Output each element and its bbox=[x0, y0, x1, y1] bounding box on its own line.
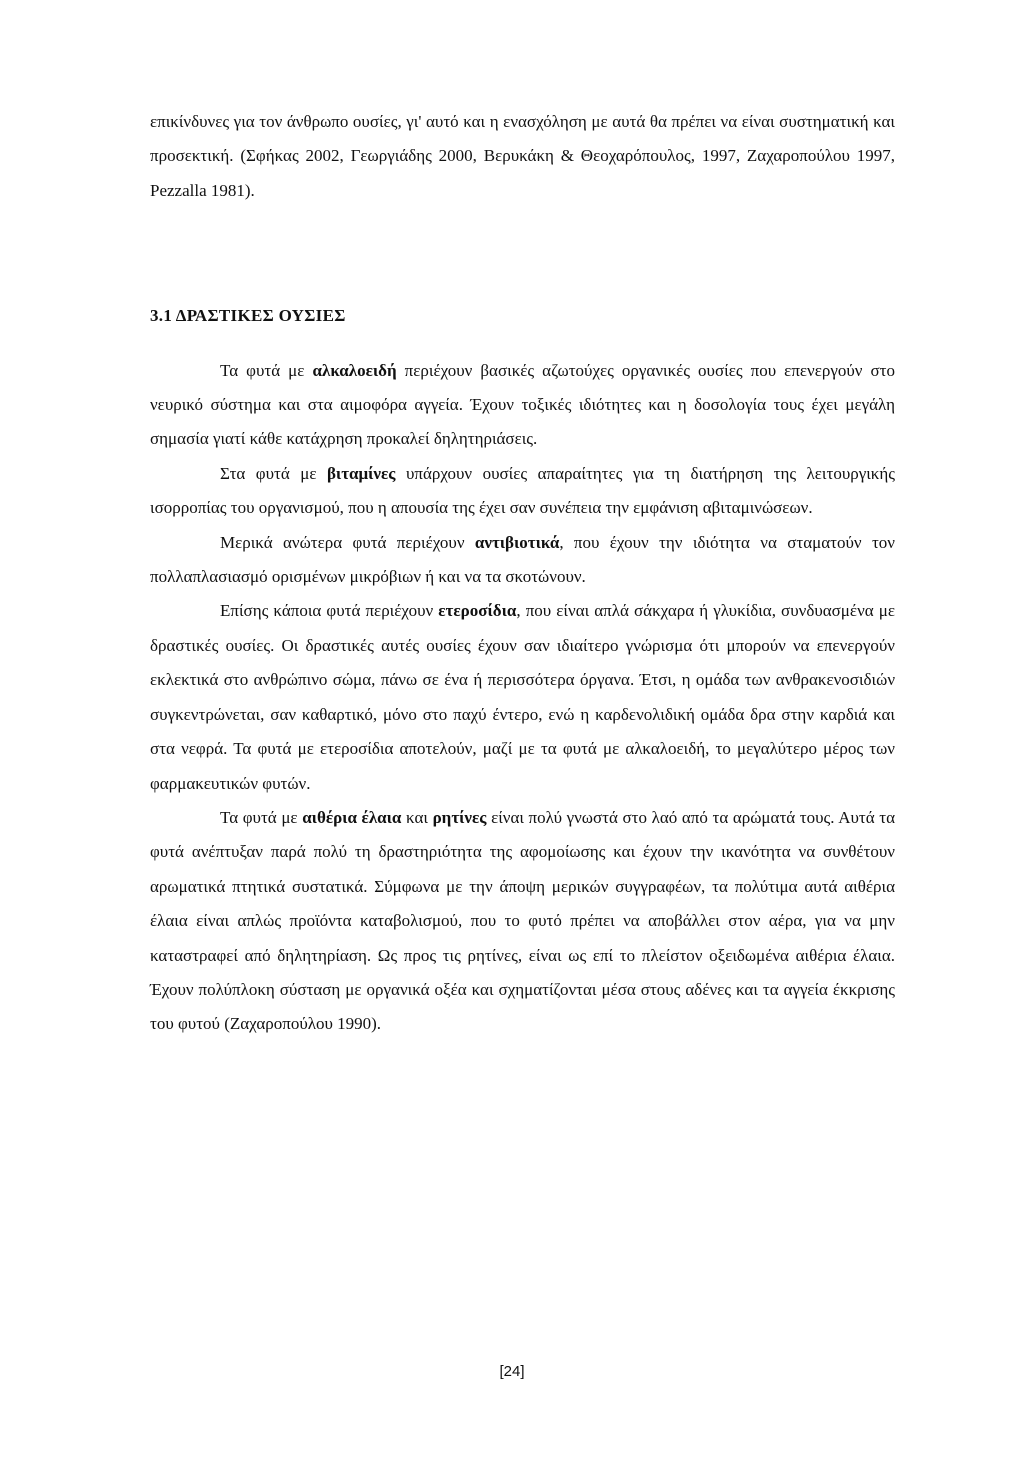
paragraph-alkaloids bbox=[150, 354, 895, 457]
text-run: περιέχουν βασικές αζωτούχες οργανικές ουσίες που επενεργούν στο νευρικό σύστημα και στα αιμοφόρα αγγεία. Έχουν τοξικές ιδιότητες και η δοσολογία τους έχει μεγάλη σημασία γιατί κάθε κατάχρηση προκαλεί δηλητηριάσεις. bbox=[150, 360, 896, 449]
paragraph-essential-oils bbox=[150, 801, 895, 1042]
bold-term: αντιβιοτικά bbox=[474, 532, 560, 552]
text-run: , που είναι απλά σάκχαρα ή γλυκίδια, συνδυασμένα με δραστικές ουσίες. Οι δραστικές αυτές ουσίες έχουν σαν ιδιαίτερο γνώρισμα ότι μπορούν να επενεργούν εκλεκτικά στο ανθρώπινο σώμα, πάνω σε ένα ή περισσότερα όργανα. Έτσι, η ομάδα των ανθρακενοσιδιών συγκεντρώνεται, σαν καθαρτικό, μόνο στο παχύ έντερο, ενώ η καρδενολιδική ομάδα δρα στην καρδιά και στα νεφρά. Τα φυτά με ετεροσίδια αποτελούν, μαζί με τα φυτά με αλκαλοειδή, το μεγαλύτερο μέρος των φαρμακευτικών φυτών. bbox=[150, 601, 896, 793]
text-run: είναι πολύ γνωστά στο λαό από τα αρώματά τους. Αυτά τα φυτά ανέπτυξαν παρά πολύ τη δραστηριότητα της αφομοίωσης και έχουν την ικανότητα να συνθέτουν αρωματικά πτητικά συστατικά. Σύμφωνα με την άποψη μερικών συγγραφέων, τα πολύτιμα αυτά αιθέρια έλαια είναι απλώς προϊόντα καταβολισμού, που το φυτό πρέπει να αποβάλλει στον αέρα, για να μην καταστραφεί από δηλητηρίαση. Ως προς τις ρητίνες, είναι ως επί το πλείστον οξειδωμένα αιθέρια έλαια. Έχουν πολύπλοκη σύσταση με οργανικά οξέα και σχηματίζονται μέσα στους αδένες και τα αγγεία έκκρισης του φυτού (Ζαχαροπούλου 1990). bbox=[150, 807, 895, 1034]
text-run: Τα φυτά με bbox=[220, 360, 313, 380]
paragraph-vitamins bbox=[150, 457, 895, 526]
bold-term: αλκαλοειδή bbox=[312, 360, 397, 380]
intro-paragraph: επικίνδυνες για τον άνθρωπο ουσίες, γι' αυτό και η ενασχόληση με αυτά θα πρέπει να είναι συστηματική και προσεκτική. (Σφήκας 2002, Γεωργιάδης 2000, Βερυκάκη & Θεοχαρόπουλος, 1997, Ζαχαροπούλου 1997, Pezzalla 1981). bbox=[150, 112, 895, 200]
bold-term: αιθέρια έλαια bbox=[302, 807, 402, 827]
text-run: Μερικά ανώτερα φυτά περιέχουν bbox=[220, 532, 475, 552]
text-run: και bbox=[401, 807, 433, 827]
paragraph-antibiotics bbox=[150, 526, 895, 595]
bold-term: ρητίνες bbox=[432, 807, 487, 827]
bold-term: βιταμίνες bbox=[326, 463, 396, 483]
page-body bbox=[150, 105, 895, 1042]
page-number: [24] bbox=[499, 1363, 525, 1380]
text-run: , που έχουν την ιδιότητα να σταματούν τον πολλαπλασιασμό ορισμένων μικρόβιων ή και να τα σκοτώνουν. bbox=[150, 532, 895, 587]
text-run: Στα φυτά με bbox=[220, 463, 327, 483]
bold-term: ετεροσίδια bbox=[438, 601, 517, 621]
section-heading: 3.1 ΔΡΑΣΤΙΚΕΣ ΟΥΣΙΕΣ bbox=[150, 306, 346, 326]
text-run: Τα φυτά με bbox=[220, 807, 303, 827]
text-run: υπάρχουν ουσίες απαραίτητες για τη διατήρηση της λειτουργικής ισορροπίας του οργανισμού, που η απουσία της έχει σαν συνέπεια την εμφάνιση αβιταμινώσεων. bbox=[150, 463, 895, 518]
paragraph-glycosides bbox=[150, 594, 895, 800]
text-run: Επίσης κάποια φυτά περιέχουν bbox=[220, 601, 439, 621]
